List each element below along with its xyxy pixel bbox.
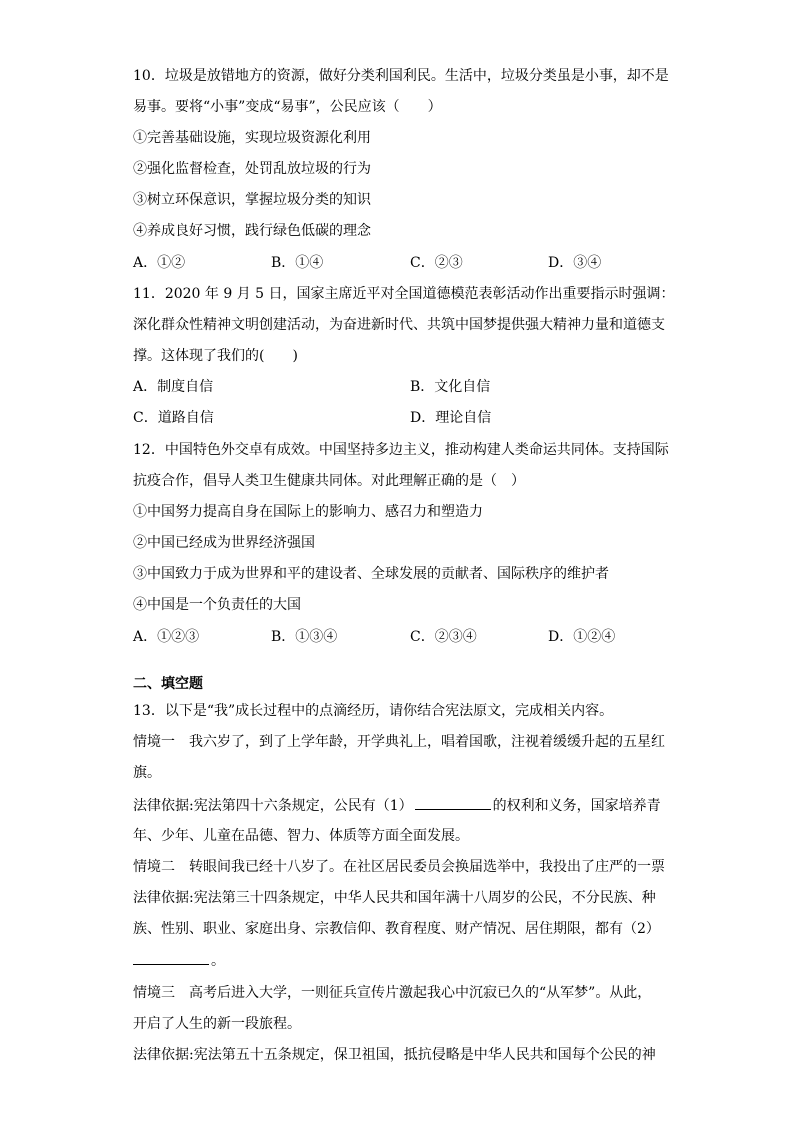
- q10-statement-4: ④养成良好习惯，践行绿色低碳的理念: [133, 223, 371, 239]
- q13-law2-line1: 法律依据:宪法第三十四条规定，中华人民共和国年满十八周岁的公民，不分民族、种: [133, 890, 656, 906]
- q13-scenario3-line1: 情境三 高考后进入大学，一则征兵宣传片激起我心中沉寂已久的“从军梦”。从此，: [133, 985, 652, 1001]
- q13-intro: 13．以下是“我”成长过程中的点滴经历，请你结合宪法原文，完成相关内容。: [133, 703, 614, 719]
- q10-statement-1: ①完善基础设施，实现垃圾资源化利用: [133, 130, 371, 146]
- q13-law2-line3: [133, 950, 225, 971]
- q13-law2-line2: 族、性别、职业、家庭出身、宗教信仰、教育程度、财产情况、居住期限，都有（2）: [133, 921, 660, 937]
- answer-blank-1[interactable]: [415, 795, 491, 810]
- q12-option-c[interactable]: C．②③④: [410, 629, 477, 645]
- q10-option-b[interactable]: B．①④: [271, 255, 324, 271]
- q10-option-c[interactable]: C．②③: [410, 255, 463, 271]
- q10-options: [133, 253, 673, 273]
- q12-statement-1: ①中国努力提高自身在国际上的影响力、感召力和塑造力: [133, 504, 483, 520]
- q11-option-b[interactable]: B．文化自信: [410, 379, 491, 395]
- q13-law1-line1: [133, 795, 661, 816]
- q10-statement-3: ③树立环保意识，掌握垃圾分类的知识: [133, 192, 371, 208]
- q12-option-b[interactable]: B．①③④: [271, 629, 338, 645]
- q11-stem-line2: 深化群众性精神文明创建活动，为奋进新时代、共筑中国梦提供强大精神力量和道德支: [133, 317, 665, 333]
- answer-blank-2[interactable]: [133, 950, 209, 965]
- q10-option-d[interactable]: D．③④: [548, 255, 602, 271]
- q11-stem-line3: 撑。这体现了我们的( ): [133, 348, 298, 364]
- q13-law2-end: 。: [211, 953, 225, 969]
- q13-scenario3-line2: 开启了人生的新一段旅程。: [133, 1016, 301, 1032]
- q13-scenario1-line2: 旗。: [133, 765, 161, 781]
- q13-law3-line1: 法律依据:宪法第五十五条规定，保卫祖国，抵抗侵略是中华人民共和国每个公民的神: [133, 1047, 656, 1063]
- q13-law1-suffix: 的权利和义务，国家培养青: [492, 798, 661, 814]
- q12-stem-line1: 12．中国特色外交卓有成效。中国坚持多边主义，推动构建人类命运共同体。支持国际: [133, 442, 669, 458]
- q11-options-row2: [133, 408, 673, 428]
- section-heading-fill-blank: 二、填空题: [133, 676, 203, 692]
- q12-option-d[interactable]: D．①②④: [548, 629, 616, 645]
- q13-scenario2: 情境二 转眼间我已经十八岁了。在社区居民委员会换届选举中，我投出了庄严的一票: [133, 859, 665, 875]
- q11-options-row1: [133, 377, 673, 397]
- q11-stem-line1: 11．2020 年 9 月 5 日，国家主席近平对全国道德模范表彰活动作出重要指示时强调：: [133, 286, 675, 302]
- q13-scenario1-line1: 情境一 我六岁了，到了上学年龄，开学典礼上，唱着国歌，注视着缓缓升起的五星红: [133, 734, 665, 750]
- q11-option-c[interactable]: C．道路自信: [133, 410, 214, 426]
- q10-statement-2: ②强化监督检查，处罚乱放垃圾的行为: [133, 161, 371, 177]
- q13-law1-line2: 年、少年、儿童在品德、智力、体质等方面全面发展。: [133, 828, 469, 844]
- q10-option-a[interactable]: A．①②: [133, 255, 186, 271]
- q11-option-d[interactable]: D．理论自信: [410, 410, 492, 426]
- q12-option-a[interactable]: A．①②③: [133, 629, 200, 645]
- q12-options: [133, 627, 673, 647]
- q10-stem-line1: 10．垃圾是放错地方的资源，做好分类利国利民。生活中，垃圾分类虽是小事，却不是: [133, 68, 669, 84]
- q12-statement-3: ③中国致力于成为世界和平的建设者、全球发展的贡献者、国际秩序的维护者: [133, 566, 609, 582]
- q12-statement-2: ②中国已经成为世界经济强国: [133, 535, 315, 551]
- q12-stem-line2: 抗疫合作，倡导人类卫生健康共同体。对此理解正确的是（ ）: [133, 473, 525, 489]
- q13-law1-prefix: 法律依据:宪法第四十六条规定，公民有（1）: [133, 798, 413, 814]
- q10-stem-line2: 易事。要将“小事”变成“易事”，公民应该（ ）: [133, 99, 442, 115]
- q12-statement-4: ④中国是一个负责任的大国: [133, 597, 301, 613]
- q11-option-a[interactable]: A．制度自信: [133, 379, 214, 395]
